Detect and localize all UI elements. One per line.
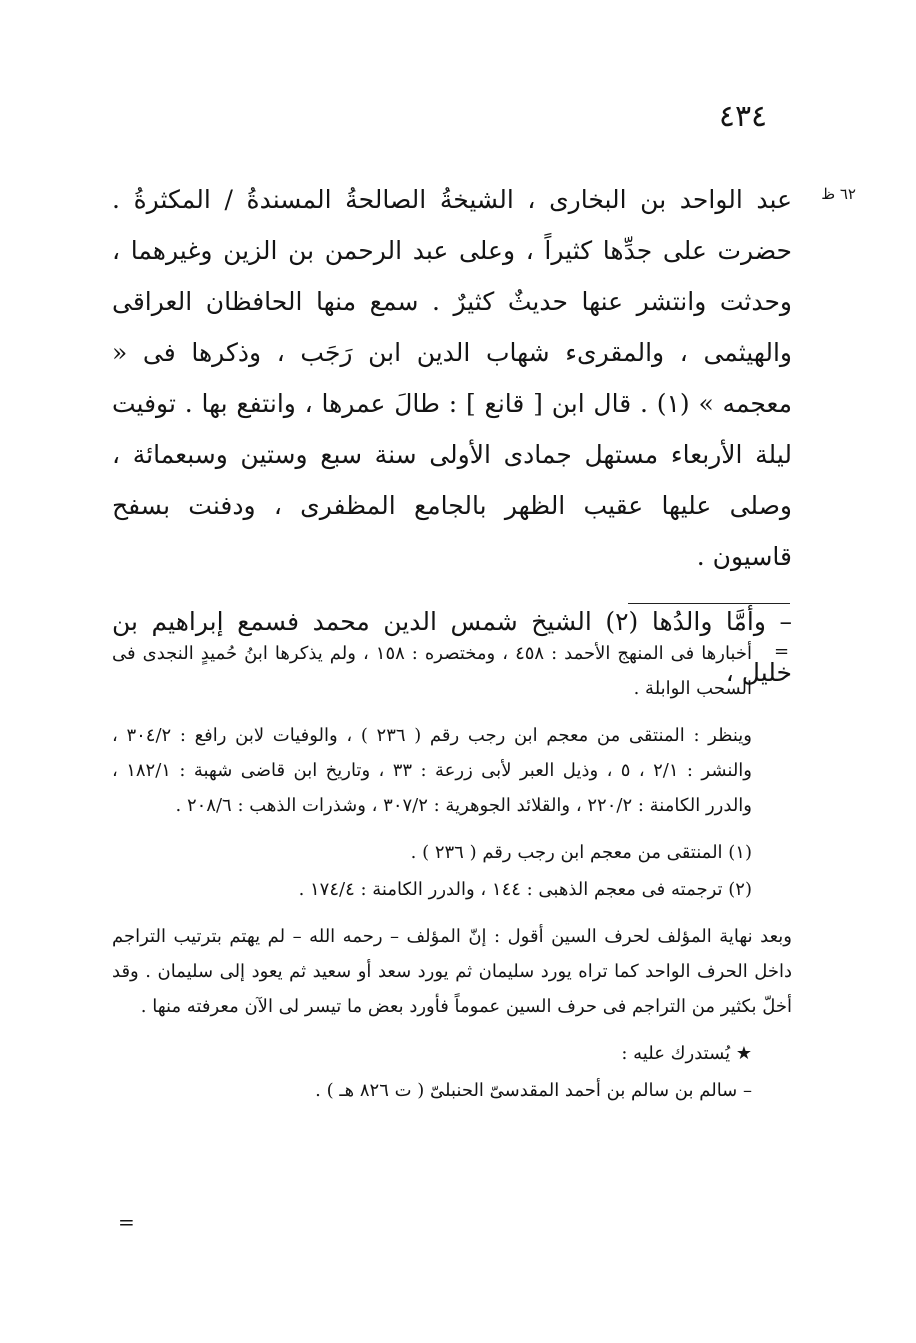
addendum-heading: ★ يُستدرك عليه : [621,1043,752,1064]
biography-paragraph: عبد الواحد بن البخارى ، الشيخةُ الصالحةُ المسندةُ / المكثرةُ . حضرت على جدِّها كثيراً ، وعلى عبد الرحمن بن الزين وغيرهما ، وحدثت وانتشر عنها حديثٌ كثيرٌ . سمع منها الحافظان العراقى والهيثمى ، والمقرىء شهاب الدين ابن رَجَب ، وذكرها فى « معجمه » (١) . قال ابن [ قانع ] : طالَ عمرها ، وانتفع بها . توفيت ليلة الأربعاء مستهل جمادى الأولى سنة سبع وستين وسبعمائة ، وصلى عليها عقيب الظهر بالجامع المظفرى ، ودفنت بسفح قاسيون . [112,185,792,571]
father-paragraph: – وأمَّا والدُها (٢) الشيخ شمس الدين محمد فسمع إبراهيم بن خليل ، [112,607,792,687]
trailing-continuation-marker: = [118,1210,135,1234]
page-number: ٤٣٤ [718,99,768,134]
footnote-1: (١) المنتقى من معجم ابن رجب رقم ( ٢٣٦ ) . [410,842,752,863]
continuation-marker: = [774,641,790,662]
footnote-2: (٢) ترجمته فى معجم الذهبى : ١٤٤ ، والدرر الكامنة : ١٧٤/٤ . [298,879,752,900]
footnote-sources: وينظر : المنتقى من معجم ابن رجب رقم ( ٢٣٦ ) ، والوفيات لابن رافع : ٣٠٤/٢ ، والنشر : ٢/١ ، ٥ ، وذيل العبر لأبى زرعة : ٣٣ ، وتاريخ ابن قاضى شهبة : ١٨٢/١ ، والدرر الكامنة : ٢٢٠/٢ ، والقلائد الجوهرية : ٣٠٧/٢ ، وشذرات الذهب : ٢٠٨/٦ . [112,725,753,816]
editor-note: وبعد نهاية المؤلف لحرف السين أقول : إنّ المؤلف – رحمه الله – لم يهتم بترتيب التراجم داخل الحرف الواحد كما تراه يورد سليمان ثم يورد سعد أو سعيد ثم يعود إلى سليمان . وقد أخلّ بكثير من التراجم فى حرف السين عموماً فأورد بعض ما تيسر لى الآن معرفته منها . [112,926,792,1017]
main-text [112,174,792,698]
footnote-divider [628,603,790,604]
footnote-continued: أخبارها فى المنهج الأحمد : ٤٥٨ ، ومختصره : ١٥٨ ، ولم يذكرها ابنُ حُميدٍ النجدى فى السحب الوابلة . [112,643,752,699]
footnotes [112,636,792,1120]
addendum-entry: – سالم بن سالم بن أحمد المقدسىّ الحنبلىّ ( ت ٨٢٦ هـ ) . [315,1080,752,1101]
manuscript-folio-ref: ٦٢ ظ [821,185,856,203]
